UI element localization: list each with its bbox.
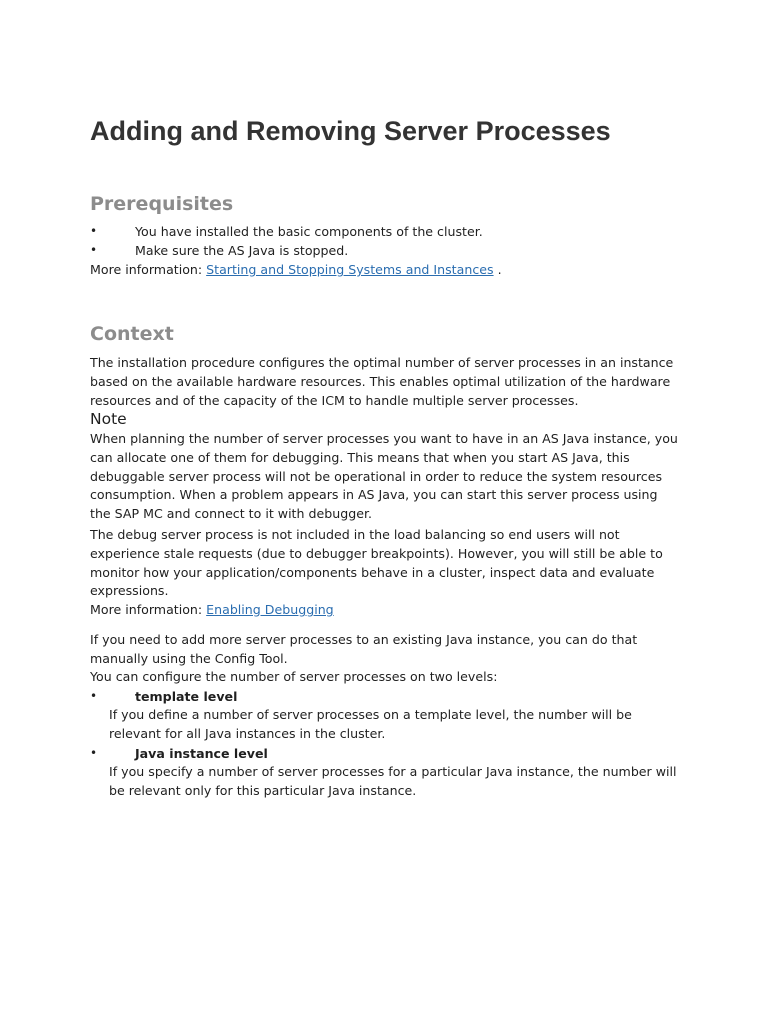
config-paragraph-1: If you need to add more server processes to an existing Java instance, you can do that manually using the Config Tool. (90, 632, 638, 666)
note-more-info (90, 601, 682, 620)
bullet-icon: • (90, 689, 98, 703)
note-heading: Note (90, 410, 127, 428)
level-label: template level (135, 689, 238, 704)
more-info-suffix: . (493, 262, 502, 277)
note-paragraph-2: The debug server process is not included in the load balancing so end users will not experience stale requests (due to debugger breakpoints). However, you will still be able to monitor how your application/components behave in a cluster, inspect data and evaluate expressions. (90, 527, 663, 599)
prerequisites-heading: Prerequisites (90, 193, 234, 215)
prerequisites-more-info (90, 261, 682, 280)
list-item (90, 241, 690, 260)
list-item-text: Make sure the AS Java is stopped. (135, 243, 349, 258)
more-info-label: More information: (90, 602, 207, 617)
page-title: Adding and Removing Server Processes (90, 116, 611, 146)
level-description: If you define a number of server processes on a template level, the number will be relevant for all Java instances in the cluster. (109, 707, 632, 741)
config-paragraph-2: You can configure the number of server processes on two levels: (90, 669, 498, 684)
context-heading: Context (90, 323, 174, 345)
list-item (90, 744, 690, 763)
enabling-debugging-link[interactable]: Enabling Debugging (206, 602, 334, 617)
bullet-icon: • (90, 746, 98, 760)
list-item-text: You have installed the basic components of the cluster. (135, 224, 483, 239)
list-item (90, 222, 690, 241)
bullet-icon: • (90, 224, 98, 238)
context-intro: The installation procedure configures the optimal number of server processes in an instance based on the available hardware resources. This enables optimal utilization of the hardware resources and of the capacity of the ICM to handle multiple server processes. (90, 355, 674, 408)
level-label: Java instance level (135, 746, 268, 761)
note-paragraph-1: When planning the number of server processes you want to have in an AS Java instance, you can allocate one of them for debugging. This means that when you start AS Java, this debuggable server process will not be operational in order to reduce the system resources consumption. When a problem appears in AS Java, you can start this server process using the SAP MC and connect to it with debugger. (90, 431, 678, 522)
level-description: If you specify a number of server processes for a particular Java instance, the number will be relevant only for this particular Java instance. (109, 764, 677, 798)
starting-stopping-link[interactable]: Starting and Stopping Systems and Instances (206, 262, 494, 277)
bullet-icon: • (90, 243, 98, 257)
list-item (90, 687, 690, 706)
more-info-label: More information: (90, 262, 207, 277)
